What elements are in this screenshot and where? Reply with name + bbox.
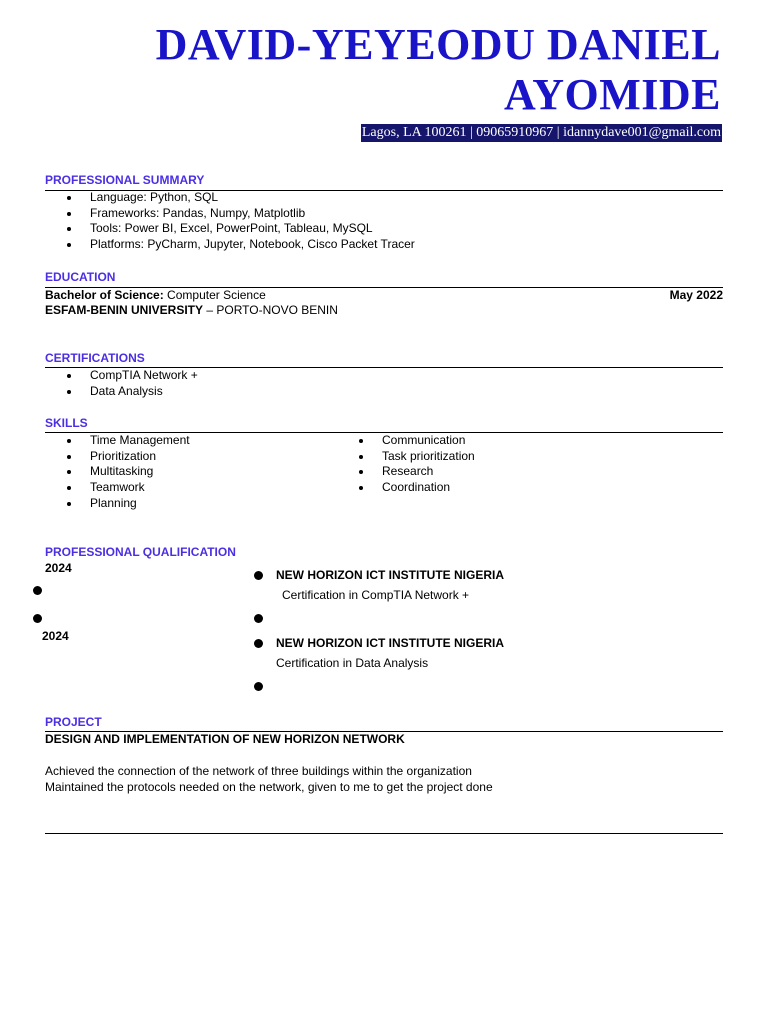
timeline-dot — [254, 682, 263, 691]
degree-field: Computer Science — [163, 288, 266, 302]
certifications-list — [45, 368, 198, 399]
school — [45, 303, 338, 318]
contact-info: Lagos, LA 100261 | 09065910967 | idannydave001@gmail.com — [361, 125, 721, 140]
list-item: Frameworks: Pandas, Numpy, Matplotlib — [45, 206, 415, 222]
list-item: Communication — [337, 433, 475, 449]
list-item: Teamwork — [45, 480, 190, 496]
qualification-year-2: 2024 — [42, 629, 69, 643]
list-item: Language: Python, SQL — [45, 190, 415, 206]
skills-list-left — [45, 433, 190, 512]
list-item: Coordination — [337, 480, 475, 496]
list-item: CompTIA Network + — [45, 368, 198, 384]
candidate-name — [41, 20, 721, 120]
qualification-heading: PROFESSIONAL QUALIFICATION — [45, 545, 236, 559]
list-item: Platforms: PyCharm, Jupyter, Notebook, Cisco Packet Tracer — [45, 237, 415, 253]
qualification-institution-1: NEW HORIZON ICT INSTITUTE NIGERIA — [276, 568, 504, 582]
timeline-dot — [254, 571, 263, 580]
project-line-2: Maintained the protocols needed on the network, given to me to get the project done — [45, 780, 493, 794]
project-line-1: Achieved the connection of the network of three buildings within the organization — [45, 764, 472, 778]
skills-heading: SKILLS — [45, 416, 88, 430]
name-line-1: DAVID-YEYEODU DANIEL — [155, 20, 721, 69]
list-item: Prioritization — [45, 449, 190, 465]
project-heading: PROJECT — [45, 715, 102, 729]
bottom-rule — [45, 833, 723, 834]
school-name: ESFAM-BENIN UNIVERSITY — [45, 303, 204, 317]
name-line-2: AYOMIDE — [503, 70, 721, 119]
list-item: Task prioritization — [337, 449, 475, 465]
summary-list — [45, 190, 415, 253]
list-item: Data Analysis — [45, 384, 198, 400]
list-item: Time Management — [45, 433, 190, 449]
certifications-heading: CERTIFICATIONS — [45, 351, 145, 365]
degree-label: Bachelor of Science: — [45, 288, 164, 302]
project-name: DESIGN AND IMPLEMENTATION OF NEW HORIZON NETWORK — [45, 732, 405, 746]
qualification-detail-1: Certification in CompTIA Network + — [282, 588, 470, 602]
school-location: – PORTO-NOVO BENIN — [203, 303, 338, 317]
list-item: Research — [337, 464, 475, 480]
summary-heading: PROFESSIONAL SUMMARY — [45, 173, 205, 187]
degree — [45, 288, 266, 303]
graduation-date: May 2022 — [669, 288, 723, 302]
timeline-dot — [33, 614, 42, 623]
timeline-dot — [254, 614, 263, 623]
education-heading: EDUCATION — [45, 270, 116, 284]
list-item: Planning — [45, 496, 190, 512]
timeline-dot — [33, 586, 42, 595]
skills-list-right — [337, 433, 475, 496]
list-item: Multitasking — [45, 464, 190, 480]
list-item: Tools: Power BI, Excel, PowerPoint, Tableau, MySQL — [45, 221, 415, 237]
qualification-institution-2: NEW HORIZON ICT INSTITUTE NIGERIA — [276, 636, 504, 650]
qualification-year-1: 2024 — [45, 561, 72, 575]
qualification-detail-2: Certification in Data Analysis — [276, 656, 429, 670]
timeline-dot — [254, 639, 263, 648]
